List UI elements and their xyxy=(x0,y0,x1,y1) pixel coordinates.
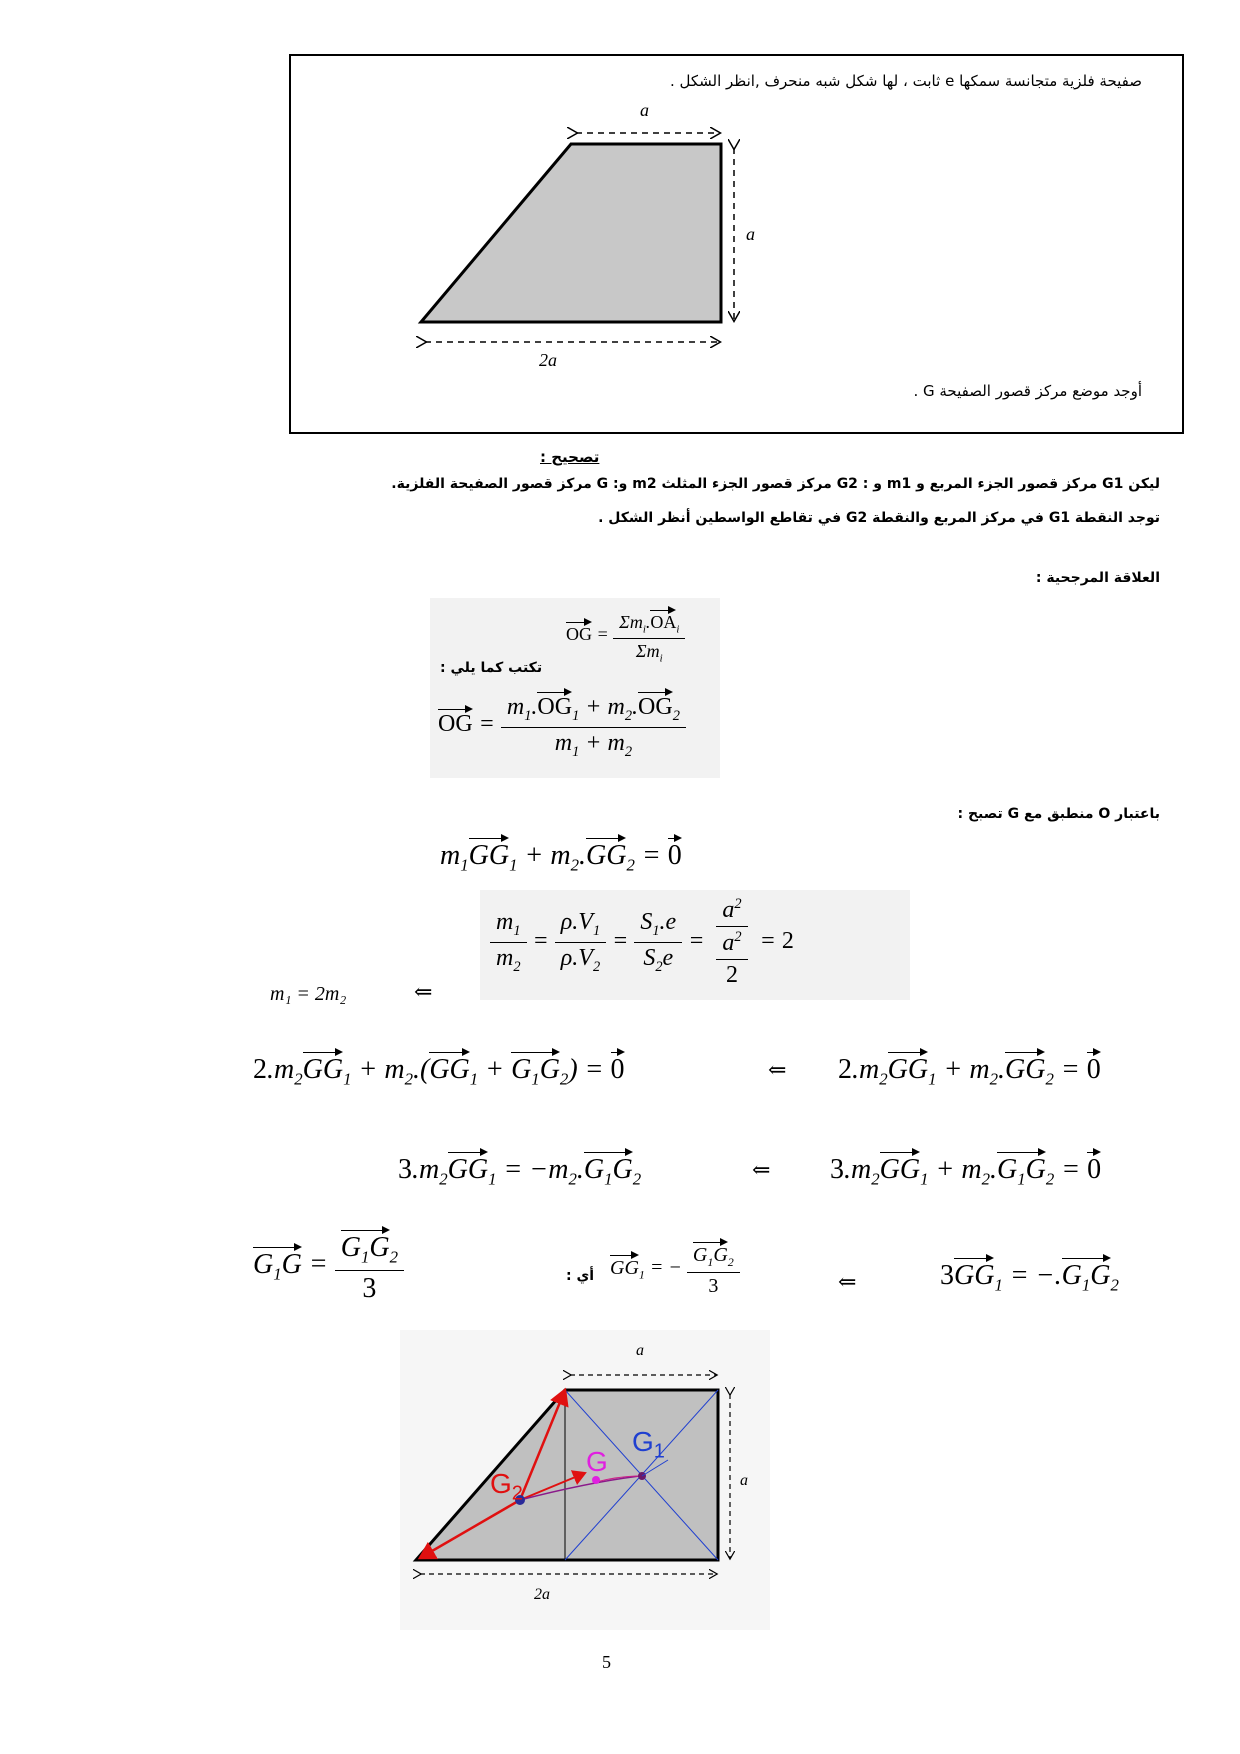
figure2-svg xyxy=(400,1330,770,1630)
figure2-label-G1 xyxy=(632,1426,665,1464)
eq-ie: $GG_1$ = − $\frac{G_1G_2}{3}$ xyxy=(610,1240,740,1298)
eq-final-result: $G_1G$ = $\frac{G_1G_2}{3}$ xyxy=(253,1228,404,1305)
label-bottom-2a: 2a xyxy=(539,350,557,370)
solution-line-2: توجد النقطة G1 في مركز المربع والنقطة G2 في تقاطع الواسطين أنظر الشكل . xyxy=(598,510,1160,526)
denominator-three: 3 xyxy=(362,1272,377,1304)
ratio-value: 2 xyxy=(781,928,794,955)
relation-label: العلاقة المرجحية : xyxy=(1035,570,1160,586)
taking-label: باعتبار O منطبق مع G تصبح : xyxy=(957,806,1160,822)
eq-m1-2m2: m₁ = 2m₂ xyxy=(270,983,347,1005)
ie-label: أي : xyxy=(566,1268,595,1284)
problem-question: أوجد موضع مركز قصور الصفيحة G . xyxy=(913,382,1142,400)
implies-symbol-1: ⇐ xyxy=(414,980,433,1005)
figure2-label-bottom: 2a xyxy=(534,1586,550,1603)
formula-two-parts: OG = $\frac{m_1.OG_1 + m_2.OG_2}{m_1 + m_2}$ xyxy=(438,690,686,761)
figure2-label-G1-letter: G xyxy=(632,1426,654,1457)
eq-three-gg1: $3GG_1 = -.G_1G_2$ xyxy=(940,1256,1119,1296)
label-side-a: a xyxy=(746,224,755,244)
figure2-label-G2 xyxy=(490,1468,523,1506)
eq-row2-right: $3.m_2GG_1 + m_2.G_1G_2 = 0$ xyxy=(830,1150,1101,1190)
figure2-label-side: a xyxy=(740,1472,748,1489)
eq-row1-right: $2.m_2GG_1 + m_2.GG_2 = 0$ xyxy=(838,1050,1101,1090)
eq-row1-left: $2.m_2GG_1 + m_2.(GG_1 + G_1G_2) = 0$ xyxy=(253,1050,625,1090)
eq-ratio: $\frac{m_1}{m_2}$ = $\frac{\rho.V_1}{\rho.V_2}$ = $\frac{S_1.e}{S_2e}$ = $\frac{a^2}{\frac{a^2}{2}}$ = 2 xyxy=(490,896,794,989)
figure2-label-G1-sub: 1 xyxy=(653,1440,665,1463)
trapezoid-figure xyxy=(291,56,1182,432)
solution-heading: تصحيح : xyxy=(540,448,600,466)
problem-box xyxy=(289,54,1184,434)
page-number: 5 xyxy=(602,1652,611,1672)
solution-line-1: ليكن G1 مركز قصور الجزء المربع و m1 و : G2 مركز قصور الجزء المثلث m2 و: G مركز قصور الصفيحة الفلزية. xyxy=(391,476,1160,492)
figure2-label-G2-letter: G xyxy=(490,1468,512,1499)
figure2 xyxy=(400,1330,770,1630)
implies-symbol-3: ⇐ xyxy=(752,1158,771,1183)
written-as-label: تكتب كما يلي : xyxy=(440,660,543,676)
implies-symbol-2: ⇐ xyxy=(768,1058,787,1083)
eq-weighted-zero: $m_1GG_1 + m_2.GG_2 = 0$ xyxy=(440,836,682,876)
implies-symbol-4: ⇐ xyxy=(838,1270,857,1295)
figure2-label-G2-sub: 2 xyxy=(511,1482,523,1505)
formula-general: OG = $\frac{\Sigma m_i.OA_i}{\Sigma m_i}$ xyxy=(566,608,685,664)
label-top-a: a xyxy=(640,100,649,120)
trapezoid-shape xyxy=(421,144,721,322)
figure2-label-top: a xyxy=(636,1342,644,1359)
eq-row2-left: $3.m_2GG_1 = -m_2.G_1G_2$ xyxy=(398,1150,641,1190)
figure2-label-G: G xyxy=(586,1446,608,1477)
problem-statement: صفيحة فلزية متجانسة سمكها e ثابت ، لها شكل شبه منحرف ,انظر الشكل . xyxy=(669,72,1142,90)
